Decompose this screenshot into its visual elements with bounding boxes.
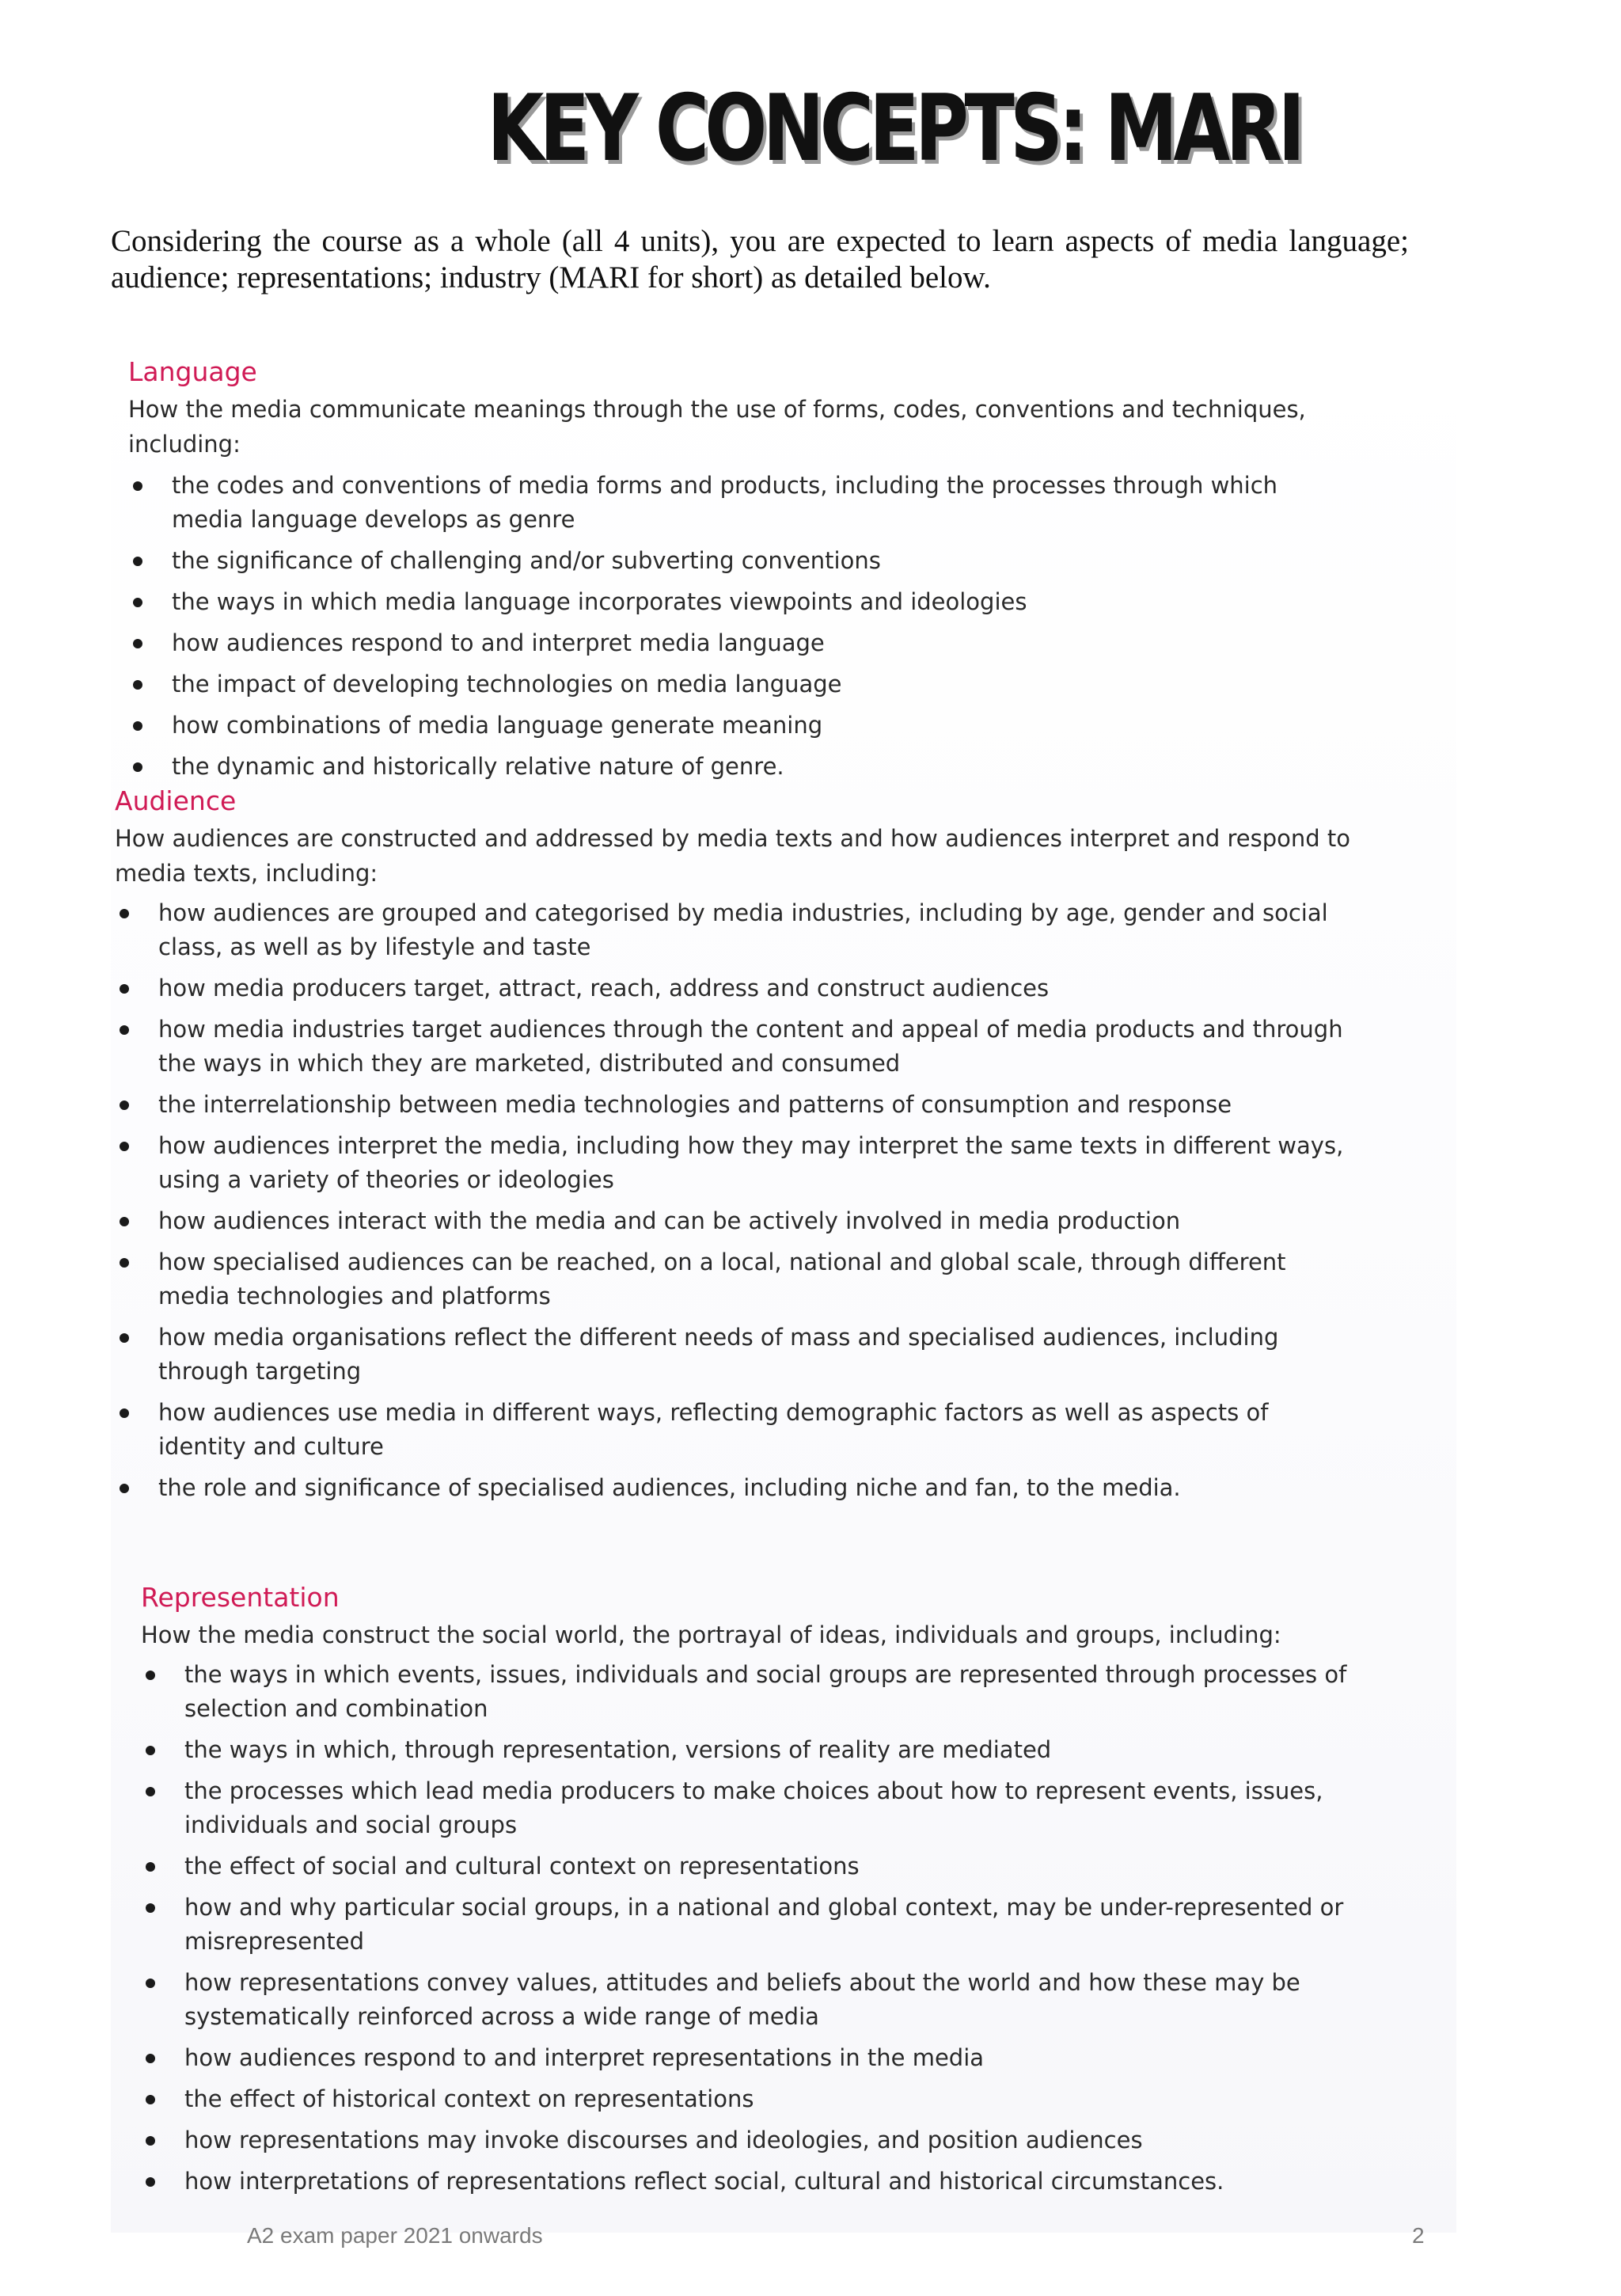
list-item-text: how interpretations of representations reflect social, cultural and historical circumstances. <box>184 2168 1224 2195</box>
list-item-text: how audiences interpret the media, including how they may interpret the same texts in different ways, using a variety of theories or ideologies <box>158 1132 1344 1193</box>
bullet-icon <box>133 721 142 731</box>
bullet-icon <box>146 2054 155 2063</box>
bullet-icon <box>120 1025 129 1035</box>
list-item-text: the effect of historical context on representations <box>184 2085 754 2112</box>
bullet-icon <box>120 1142 129 1151</box>
bullet-list-representation <box>141 1658 1423 2199</box>
list-item <box>141 1658 1423 1726</box>
list-item <box>141 1849 1423 1884</box>
bullet-icon <box>133 481 142 491</box>
list-item-text: how representations convey values, attitudes and beliefs about the world and how these may be systematically reinforced across a wide range of media <box>184 1969 1300 2030</box>
list-item <box>141 1774 1423 1842</box>
list-item <box>115 1471 1357 1505</box>
section-language <box>128 355 1387 791</box>
bullet-icon <box>146 2136 155 2146</box>
section-lead-audience: How audiences are constructed and addressed by media texts and how audiences interpret and respond to media texts, including: <box>115 825 1351 887</box>
list-item-text: how audiences respond to and interpret representations in the media <box>184 2044 985 2071</box>
section-heading-language: Language <box>128 356 257 387</box>
bullet-icon <box>120 1258 129 1268</box>
list-item <box>115 971 1357 1005</box>
page-number: 2 <box>1412 2223 1425 2248</box>
list-item-text: how audiences interact with the media and can be actively involved in media production <box>158 1207 1181 1234</box>
list-item <box>141 1733 1423 1767</box>
bullet-icon <box>146 1903 155 1913</box>
intro-paragraph: Considering the course as a whole (all 4 units), you are expected to learn aspects of media language; audience; representations; industry (MARI for short) as detailed below. <box>111 224 1409 295</box>
list-item-text: the ways in which events, issues, individuals and social groups are represented through processes of selection and combination <box>184 1661 1347 1722</box>
list-item <box>128 667 1323 701</box>
bullet-icon <box>120 1484 129 1493</box>
section-audience <box>115 784 1373 1512</box>
list-item-text: the role and significance of specialised audiences, including niche and fan, to the media. <box>158 1474 1181 1501</box>
bullet-list-language <box>128 469 1323 784</box>
list-item <box>141 2165 1423 2199</box>
list-item-text: the dynamic and historically relative nature of genre. <box>172 753 784 780</box>
list-item-text: the interrelationship between media technologies and patterns of consumption and response <box>158 1091 1232 1118</box>
list-item <box>141 1966 1423 2034</box>
bullet-icon <box>146 1746 155 1755</box>
list-item-text: the ways in which, through representation, versions of reality are mediated <box>184 1736 1052 1763</box>
list-item-text: how and why particular social groups, in a national and global context, may be under-represented or misrepresented <box>184 1894 1344 1955</box>
bullet-icon <box>146 2177 155 2187</box>
list-item-text: the ways in which media language incorporates viewpoints and ideologies <box>172 588 1027 615</box>
list-item <box>115 1129 1357 1197</box>
list-item-text: how audiences respond to and interpret media language <box>172 629 825 656</box>
bullet-icon <box>120 1217 129 1226</box>
list-item-text: how specialised audiences can be reached, on a local, national and global scale, through different media technologies and platforms <box>158 1249 1286 1310</box>
bullet-icon <box>133 639 142 648</box>
bullet-icon <box>146 1979 155 1988</box>
page-title: KEY CONCEPTS: MARI <box>487 75 1300 182</box>
bullet-list-audience <box>115 896 1357 1505</box>
bullet-icon <box>146 1862 155 1872</box>
list-item <box>128 709 1323 743</box>
section-heading-audience: Audience <box>115 785 237 816</box>
list-item <box>115 1013 1357 1081</box>
list-item <box>115 1321 1357 1389</box>
bullet-icon <box>120 1333 129 1343</box>
list-item <box>141 2082 1423 2116</box>
list-item <box>141 2041 1423 2075</box>
bullet-icon <box>133 557 142 566</box>
list-item <box>115 1396 1357 1464</box>
footer-label: A2 exam paper 2021 onwards <box>247 2223 543 2248</box>
list-item <box>115 1088 1357 1122</box>
list-item <box>128 469 1323 537</box>
list-item-text: how representations may invoke discourses and ideologies, and position audiences <box>184 2127 1143 2153</box>
list-item <box>115 896 1357 964</box>
bullet-icon <box>133 680 142 690</box>
list-item <box>128 750 1323 784</box>
list-item-text: the codes and conventions of media forms and products, including the processes through which media language develops as genre <box>172 472 1278 533</box>
list-item-text: how media organisations reflect the different needs of mass and specialised audiences, including through targeting <box>158 1324 1279 1385</box>
list-item-text: how media producers target, attract, reach, address and construct audiences <box>158 975 1050 1002</box>
list-item <box>141 1891 1423 1959</box>
bullet-icon <box>120 984 129 994</box>
list-item <box>115 1245 1357 1313</box>
section-heading-representation: Representation <box>141 1582 340 1613</box>
bullet-icon <box>146 1787 155 1796</box>
title-area <box>0 75 1621 182</box>
section-representation <box>141 1580 1423 2206</box>
list-item <box>128 544 1323 578</box>
list-item-text: how audiences use media in different ways, reflecting demographic factors as well as aspects of identity and culture <box>158 1399 1269 1460</box>
list-item-text: the significance of challenging and/or subverting conventions <box>172 547 881 574</box>
list-item <box>128 626 1323 660</box>
list-item-text: the effect of social and cultural context on representations <box>184 1853 860 1880</box>
list-item <box>115 1204 1357 1238</box>
list-item <box>128 585 1323 619</box>
bullet-icon <box>133 598 142 607</box>
bullet-icon <box>146 2095 155 2104</box>
bullet-icon <box>120 1408 129 1418</box>
bullet-icon <box>133 762 142 772</box>
list-item-text: how media industries target audiences through the content and appeal of media products and through the ways in which they are marketed, distributed and consumed <box>158 1016 1343 1077</box>
bullet-icon <box>146 1671 155 1680</box>
list-item-text: the processes which lead media producers to make choices about how to represent events, issues, individuals and social groups <box>184 1777 1323 1838</box>
section-lead-representation: How the media construct the social world, the portrayal of ideas, individuals and groups, including: <box>141 1621 1281 1648</box>
list-item-text: how audiences are grouped and categorised by media industries, including by age, gender and social class, as well as by lifestyle and taste <box>158 899 1328 960</box>
bullet-icon <box>120 909 129 918</box>
section-lead-language: How the media communicate meanings through the use of forms, codes, conventions and techniques, including: <box>128 396 1306 458</box>
bullet-icon <box>120 1100 129 1110</box>
list-item-text: how combinations of media language generate meaning <box>172 712 823 739</box>
list-item-text: the impact of developing technologies on media language <box>172 671 842 698</box>
list-item <box>141 2123 1423 2157</box>
